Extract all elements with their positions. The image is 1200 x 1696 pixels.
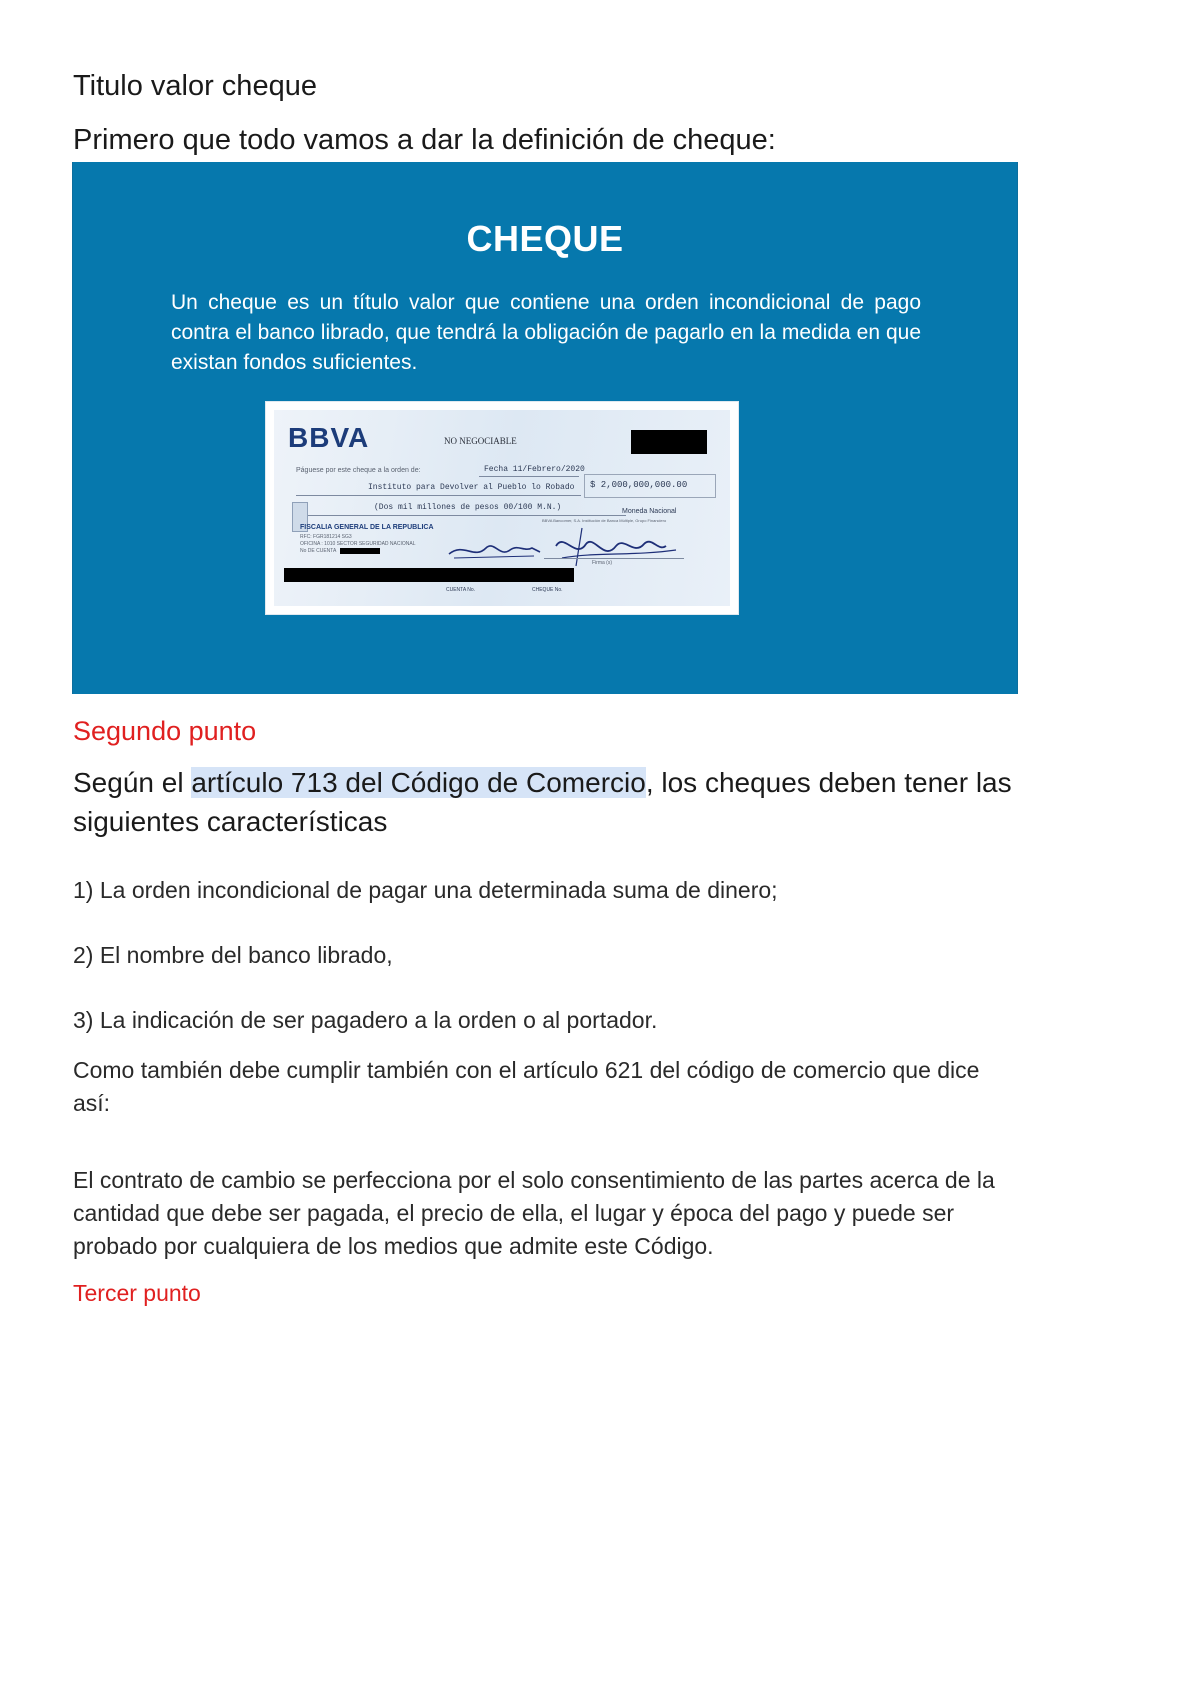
article-621-quote-line: probado por cualquiera de los medios que admite este Código.: [73, 1233, 714, 1259]
cheque-number-label: CHEQUE No.: [532, 587, 563, 593]
bank-logo: BBVA: [288, 422, 370, 453]
list-item: 3) La indicación de ser pagadero a la orden o al portador.: [73, 1007, 658, 1033]
date-underline: [479, 476, 579, 477]
list-item: 1) La orden incondicional de pagar una determinada suma de dinero;: [73, 877, 778, 903]
non-negotiable-label: NO NEGOCIABLE: [444, 436, 517, 446]
article-621-intro: Como también debe cumplir también con el artículo 621 del código de comercio que dice: [73, 1057, 980, 1083]
highlighted-article-713: artículo 713 del Código de Comercio: [191, 767, 646, 798]
article-713-paragraph-line2: siguientes características: [73, 806, 388, 837]
article-713-paragraph: [73, 767, 1012, 799]
pay-to-label: Páguese por este cheque a la orden de:: [296, 467, 421, 474]
paragraph-text: , los cheques deben tener las: [645, 767, 1012, 798]
document-title: Titulo valor cheque: [73, 70, 317, 102]
bank-entity-text: BBVA Bancomer, S.A. Institución de Banca Múltiple, Grupo Financiero: [542, 518, 667, 523]
cheque-definition-image: [72, 162, 1018, 694]
article-621-intro-line2: así:: [73, 1090, 111, 1116]
banner-heading: CHEQUE: [466, 218, 624, 259]
words-underline: [296, 515, 626, 516]
amount-box: [584, 474, 716, 498]
section-heading-segundo: Segundo punto: [73, 716, 257, 746]
article-621-quote-line: cantidad que debe ser pagada, el precio de ella, el lugar y época del pago y puede ser: [73, 1200, 955, 1226]
cheque-payee: Instituto para Devolver al Pueblo lo Robado: [368, 483, 575, 492]
intro-paragraph: Primero que todo vamos a dar la definición de cheque:: [73, 124, 776, 156]
cheque-date: Fecha 11/Febrero/2020: [484, 465, 585, 474]
issuer-name: FISCALIA GENERAL DE LA REPUBLICA: [300, 524, 434, 531]
signature-label: Firma (s): [592, 560, 612, 566]
redacted-block: [631, 430, 707, 454]
list-item: 2) El nombre del banco librado,: [73, 942, 393, 968]
payee-underline: [296, 495, 581, 496]
issuer-rfc: RFC: FGR181214 SG3: [300, 534, 352, 540]
paragraph-text: Según el: [73, 767, 192, 798]
amount-in-words: (Dos mil millones de pesos 00/100 M.N.): [374, 503, 562, 512]
section-heading-tercer: Tercer punto: [73, 1280, 201, 1306]
account-number-label: CUENTA No.: [446, 587, 476, 593]
cheque-photo: [266, 402, 738, 614]
redacted-account: [340, 548, 380, 554]
signatures: [444, 522, 694, 572]
article-621-quote-line: El contrato de cambio se perfecciona por el solo consentimiento de las partes acerca de la: [73, 1167, 995, 1193]
account-label: No DE CUENTA: [300, 548, 337, 554]
banner-definition-text: Un cheque es un título valor que contiene una orden incondicional de pago contra el banco librado, que tendrá la obligación de pagarlo en la medida en que existan fondos suficientes.: [171, 291, 921, 374]
cheque-body: [274, 410, 730, 606]
cheque-amount: $ 2,000,000,000.00: [590, 480, 688, 490]
currency-label: Moneda Nacional: [622, 508, 677, 515]
redacted-micr-line: [284, 568, 574, 582]
issuer-office: OFICINA : 1010 SECTOR SEGURIDAD NACIONAL: [300, 541, 416, 547]
signature-underline: [544, 558, 684, 559]
